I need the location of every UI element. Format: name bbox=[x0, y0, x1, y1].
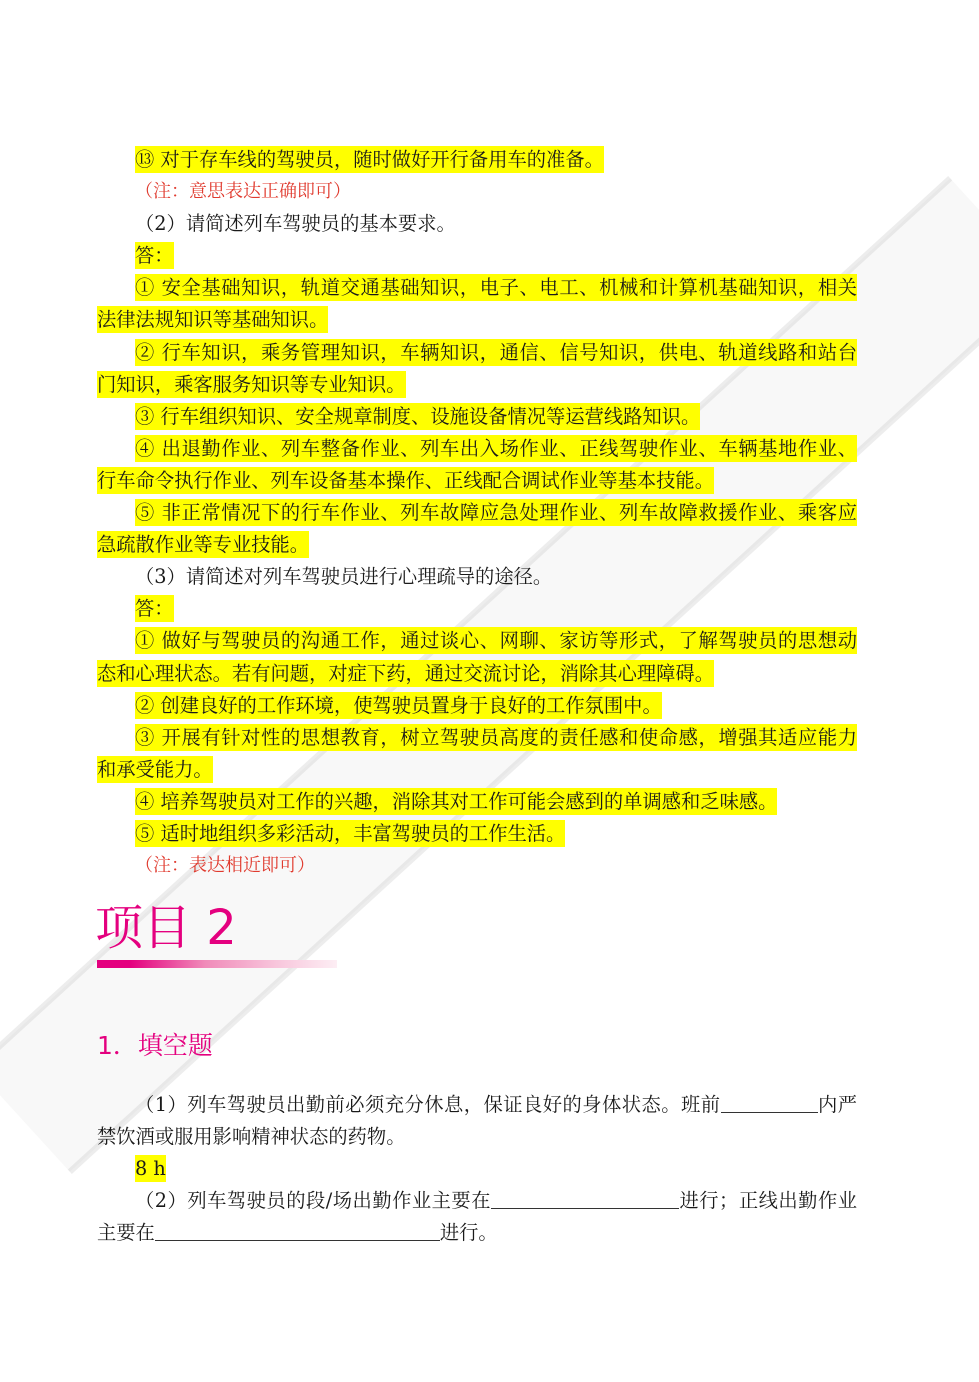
answer-line bbox=[97, 337, 857, 369]
question-text: （2）请简述列车驾驶员的基本要求。 bbox=[135, 212, 456, 236]
note-text: （注：意思表达正确即可） bbox=[135, 181, 351, 203]
answer-text: ④ 出退勤作业、列车整备作业、列车出入场作业、正线驾驶作业、车辆基地作业、 bbox=[135, 436, 857, 460]
answer-text: 和承受能力。 bbox=[97, 757, 213, 781]
project-title: 项目 2 bbox=[95, 900, 237, 956]
question-text: （1）列车驾驶员出勤前必须充分休息，保证良好的身体状态。班前 bbox=[135, 1093, 721, 1116]
answer-text: ⑤ 非正常情况下的行车作业、列车故障应急处理作业、列车故障救援作业、乘客应 bbox=[135, 501, 857, 525]
question-3 bbox=[97, 561, 857, 593]
section-heading: 1．填空题 bbox=[97, 1031, 213, 1060]
note-text: （注：表达相近即可） bbox=[135, 855, 315, 877]
answer-text: ① 安全基础知识，轨道交通基础知识，电子、电工、机械和计算机基础知识，相关 bbox=[135, 276, 857, 300]
answer-line bbox=[97, 658, 857, 690]
answer-line bbox=[97, 786, 857, 818]
answer-item-13 bbox=[97, 144, 857, 176]
answer-text: ④ 培养驾驶员对工作的兴趣，消除其对工作可能会感到的单调感和乏味感。 bbox=[135, 789, 778, 813]
answer-line bbox=[97, 625, 857, 657]
question-2 bbox=[97, 208, 857, 240]
answer-text: ⑤ 适时地组织多彩活动，丰富驾驶员的工作生活。 bbox=[135, 821, 566, 845]
answer-line bbox=[97, 818, 857, 850]
answer-line bbox=[97, 722, 857, 754]
answer-blank bbox=[155, 1226, 440, 1241]
answer-blank bbox=[491, 1194, 679, 1209]
answer-line bbox=[97, 497, 857, 529]
fill-question-2-line-2 bbox=[97, 1217, 857, 1249]
answer-line bbox=[97, 754, 857, 786]
answer-line bbox=[97, 433, 857, 465]
answer-note bbox=[97, 850, 857, 882]
answer-label bbox=[97, 240, 857, 272]
answer-text: 法律法规知识等基础知识。 bbox=[97, 308, 329, 332]
fill-in-section bbox=[97, 1089, 857, 1249]
answer-line bbox=[97, 401, 857, 433]
fill-question-1-line-2 bbox=[97, 1121, 857, 1153]
answer-label-text: 答： bbox=[135, 597, 174, 621]
answer-note bbox=[97, 176, 857, 208]
answer-line bbox=[97, 690, 857, 722]
answer-label-text: 答： bbox=[135, 244, 174, 268]
answer-text: ③ 开展有针对性的思想教育，树立驾驶员高度的责任感和使命感，增强其适应能力 bbox=[135, 725, 857, 749]
fill-question-1-line-1 bbox=[97, 1089, 857, 1121]
answer-text: 行车命令执行作业、列车设备基本操作、正线配合调试作业等基本技能。 bbox=[97, 468, 714, 492]
answer-text: ② 创建良好的工作环境，使驾驶员置身于良好的工作氛围中。 bbox=[135, 693, 662, 717]
answer-text: ② 行车知识，乘务管理知识，车辆知识，通信、信号知识，供电、轨道线路和站台 bbox=[135, 340, 857, 364]
question-text: 内严 bbox=[817, 1093, 858, 1116]
answer-line bbox=[97, 272, 857, 304]
question-text: 主要在 bbox=[97, 1221, 155, 1245]
question-text: 进行。 bbox=[439, 1221, 498, 1245]
answer-line bbox=[97, 304, 857, 336]
question-text: （2）列车驾驶员的段/场出勤作业主要在 bbox=[135, 1189, 491, 1213]
answer-text: 态和心理状态。若有问题，对症下药，通过交流讨论，消除其心理障碍。 bbox=[97, 661, 714, 685]
answer-section bbox=[97, 144, 857, 882]
answer-line bbox=[97, 465, 857, 497]
question-text: 进行；正线出勤作业 bbox=[679, 1189, 858, 1213]
answer-text: 门知识，乘客服务知识等专业知识。 bbox=[97, 372, 406, 396]
answer-text: ① 做好与驾驶员的沟通工作，通过谈心、网聊、家访等形式，了解驾驶员的思想动 bbox=[135, 629, 857, 653]
answer-blank bbox=[721, 1098, 818, 1113]
title-underline-bar bbox=[97, 960, 337, 968]
answer-line bbox=[97, 369, 857, 401]
fill-question-2-line-1 bbox=[97, 1185, 857, 1217]
answer-text: ③ 行车组织知识、安全规章制度、设施设备情况等运营线路知识。 bbox=[135, 404, 701, 428]
answer-text: 8 h bbox=[135, 1157, 166, 1181]
question-text: （3）请简述对列车驾驶员进行心理疏导的途径。 bbox=[135, 565, 553, 589]
answer-label bbox=[97, 593, 857, 625]
answer-text: ⑬ 对于存车线的驾驶员，随时做好开行备用车的准备。 bbox=[135, 148, 604, 171]
answer-text: 急疏散作业等专业技能。 bbox=[97, 533, 310, 557]
question-text: 禁饮酒或服用影响精神状态的药物。 bbox=[97, 1125, 406, 1149]
answer-line bbox=[97, 529, 857, 561]
fill-answer-1 bbox=[97, 1153, 857, 1185]
